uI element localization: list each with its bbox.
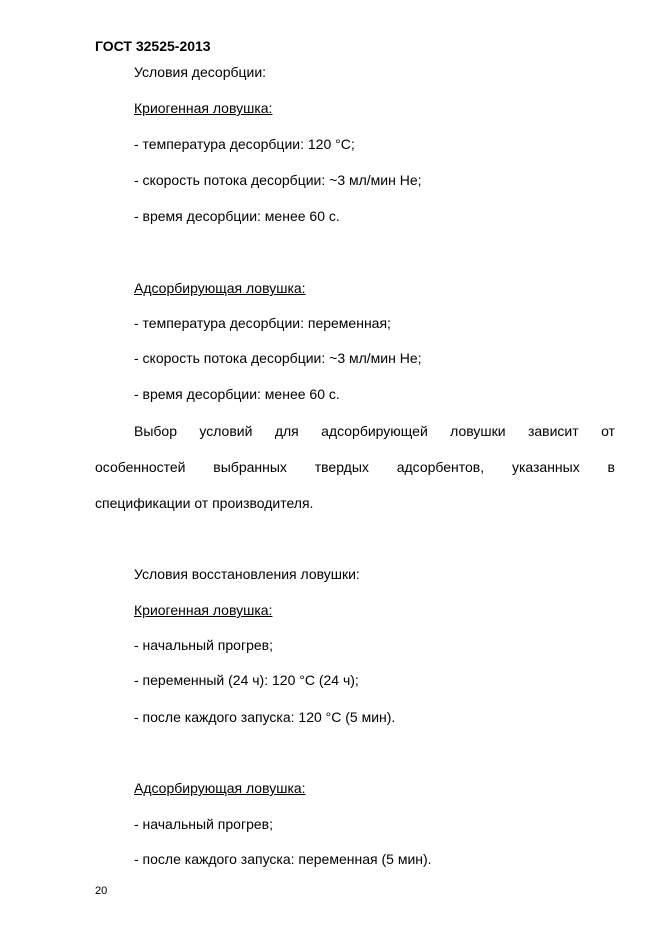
note-word: выбранных — [213, 459, 287, 475]
desorption-adsorb-item: - время десорбции: менее 60 с. — [134, 386, 340, 402]
desorption-cryo-item: - температура десорбции: 120 °С; — [134, 136, 355, 152]
recovery-cryo-heading: Криогенная ловушка: — [134, 602, 273, 618]
note-word: в — [607, 459, 615, 475]
note-word: адсорбентов, — [396, 459, 485, 475]
note-line — [95, 494, 615, 512]
desorption-cryo-item: - время десорбции: менее 60 с. — [134, 208, 340, 224]
adsorb-note-paragraph — [95, 422, 615, 512]
note-word: ловушки — [450, 423, 506, 439]
desorption-cryo-heading: Криогенная ловушка: — [134, 100, 273, 116]
note-word: спецификации от производителя. — [95, 495, 314, 511]
recovery-adsorb-item: - после каждого запуска: переменная (5 мин). — [134, 851, 432, 867]
recovery-cryo-item: - после каждого запуска: 120 °С (5 мин). — [134, 709, 396, 725]
desorption-title: Условия десорбции: — [134, 64, 267, 80]
standard-code: ГОСТ 32525-2013 — [95, 38, 211, 54]
desorption-adsorb-heading: Адсорбирующая ловушка: — [134, 280, 306, 296]
note-word: зависит — [527, 423, 579, 439]
note-word: от — [601, 423, 615, 439]
desorption-adsorb-item: - скорость потока десорбции: ~3 мл/мин He; — [134, 350, 422, 366]
desorption-cryo-item: - скорость потока десорбции: ~3 мл/мин He; — [134, 172, 422, 188]
note-word: особенностей — [95, 459, 186, 475]
note-word: указанных — [511, 459, 580, 475]
recovery-title: Условия восстановления ловушки: — [134, 566, 360, 582]
note-line — [95, 422, 615, 440]
note-word: условий — [199, 423, 253, 439]
note-line — [95, 458, 615, 476]
desorption-adsorb-item: - температура десорбции: переменная; — [134, 315, 391, 331]
note-word: адсорбирующей — [321, 423, 428, 439]
note-word: для — [274, 423, 299, 439]
recovery-cryo-item: - начальный прогрев; — [134, 637, 273, 653]
note-word: твердых — [314, 459, 369, 475]
note-word: Выбор — [134, 423, 177, 439]
recovery-adsorb-item: - начальный прогрев; — [134, 816, 273, 832]
recovery-cryo-item: - переменный (24 ч): 120 °С (24 ч); — [134, 672, 359, 688]
page-number: 20 — [95, 885, 108, 897]
recovery-adsorb-heading: Адсорбирующая ловушка: — [134, 780, 306, 796]
